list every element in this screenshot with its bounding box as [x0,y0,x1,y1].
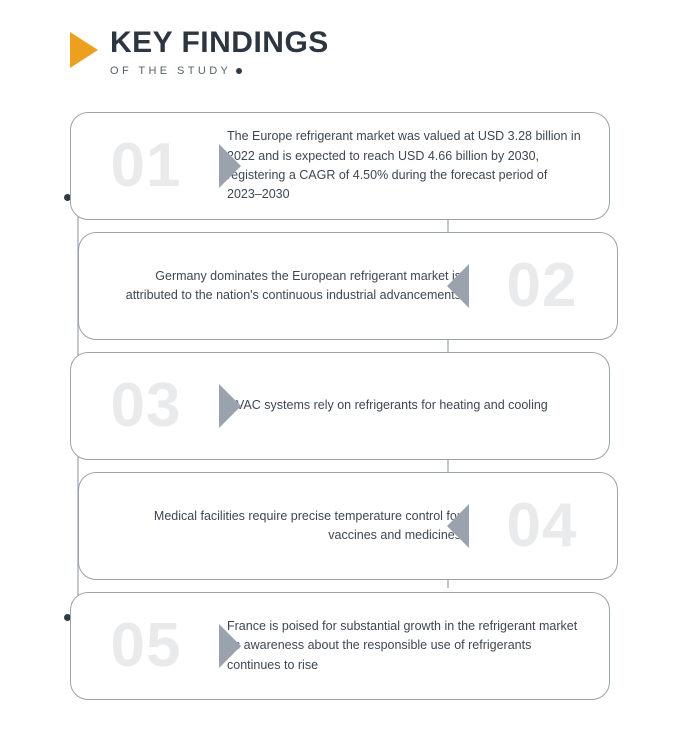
finding-text-01: The Europe refrigerant market was valued at USD 3.28 billion in 2022 and is expected to reach USD 4.66 billion by 2030, registering a CAGR of 4.50% during the forecast period of 2023–2030 [227,129,581,202]
finding-card-04[interactable] [78,472,618,580]
finding-text-05: France is poised for substantial growth in the refrigerant market as awareness about the responsible use of refrigerants continues to rise [227,618,578,672]
dot-icon [236,68,242,74]
title-block [110,28,329,77]
finding-number-03: 03 [110,371,182,440]
finding-text-03: HVAC systems rely on refrigerants for heating and cooling [227,398,548,413]
key-findings-diagram [0,96,690,736]
finding-number-05: 05 [110,611,182,680]
finding-card-01[interactable] [70,112,610,220]
finding-text-02: Germany dominates the European refrigerant market is attributed to the nation's continuous industrial advancements [125,268,461,302]
finding-card-02[interactable] [78,232,618,340]
finding-number-04: 04 [506,491,578,560]
page-header [68,28,329,77]
finding-number-02: 02 [506,251,578,320]
finding-card-05[interactable] [70,592,610,700]
page-subtitle [110,65,329,77]
finding-text-04: Medical facilities require precise temperature control for vaccines and medicines [153,508,461,542]
finding-card-03[interactable] [70,352,610,460]
page-title: KEY FINDINGS [110,26,329,59]
chevron-right-mark-icon [68,30,102,70]
finding-number-01: 01 [110,131,182,200]
page-subtitle-text: OF THE STUDY [110,65,232,77]
